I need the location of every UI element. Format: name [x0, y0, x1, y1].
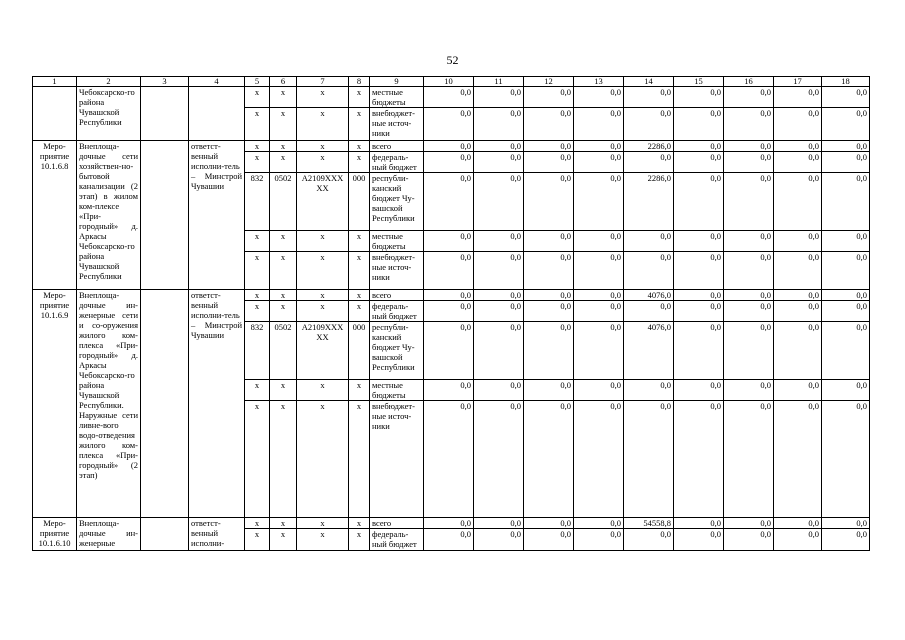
- amount-cell: 0,0: [724, 401, 774, 518]
- amount-cell: 0,0: [424, 152, 474, 173]
- executor: [189, 87, 245, 141]
- amount-cell: 0,0: [624, 108, 674, 141]
- column-number: 11: [474, 77, 524, 87]
- funding-source: всего: [370, 141, 424, 152]
- amount-cell: 0,0: [674, 252, 724, 290]
- amount-cell: 0,0: [774, 141, 822, 152]
- amount-cell: 0,0: [424, 141, 474, 152]
- amount-cell: 0,0: [574, 529, 624, 551]
- amount-cell: 0,0: [574, 401, 624, 518]
- amount-cell: 0,0: [822, 518, 870, 529]
- amount-cell: 0,0: [424, 87, 474, 108]
- budget-code-c8: x: [349, 301, 370, 322]
- amount-cell: 0,0: [474, 301, 524, 322]
- amount-cell: 0,0: [674, 141, 724, 152]
- amount-cell: 0,0: [774, 290, 822, 301]
- funding-source: федераль-ный бюджет: [370, 301, 424, 322]
- amount-cell: 0,0: [624, 152, 674, 173]
- amount-cell: 0,0: [474, 252, 524, 290]
- amount-cell: 0,0: [822, 290, 870, 301]
- budget-code-c8: 000: [349, 173, 370, 231]
- budget-code-c5: x: [245, 141, 270, 152]
- amount-cell: 0,0: [822, 173, 870, 231]
- amount-cell: 0,0: [822, 252, 870, 290]
- funding-source: внебюджет-ные источ-ники: [370, 108, 424, 141]
- amount-cell: 0,0: [574, 152, 624, 173]
- amount-cell: 0,0: [424, 518, 474, 529]
- amount-cell: 0,0: [624, 529, 674, 551]
- amount-cell: 0,0: [624, 301, 674, 322]
- amount-cell: 0,0: [774, 401, 822, 518]
- table-row: [33, 87, 870, 108]
- amount-cell: 0,0: [822, 141, 870, 152]
- funding-source: всего: [370, 518, 424, 529]
- budget-code-c5: x: [245, 529, 270, 551]
- budget-code-c8: x: [349, 518, 370, 529]
- funding-source: всего: [370, 290, 424, 301]
- column-number: 5: [245, 77, 270, 87]
- page-number: 52: [446, 53, 459, 67]
- budget-code-c5: x: [245, 380, 270, 401]
- amount-cell: 4076,0: [624, 290, 674, 301]
- budget-code-c8: x: [349, 152, 370, 173]
- amount-cell: 0,0: [474, 380, 524, 401]
- column-number: 6: [270, 77, 297, 87]
- event-name: Внеплоща-дочные ин-женерные сети и со-оружения жилого ком-плекса «При-городный» д. Аркасы Чебоксарско-го района Чувашской Республики. Наружные сети ливне-вого водо-отведения жилого ком-плекса «При-городный» (2 этап): [77, 290, 141, 518]
- amount-cell: 0,0: [474, 401, 524, 518]
- event-name: Внеплоща-дочные ин-женерные: [77, 518, 141, 551]
- funding-source: местные бюджеты: [370, 231, 424, 252]
- amount-cell: 0,0: [724, 322, 774, 380]
- amount-cell: 0,0: [822, 108, 870, 141]
- budget-code-c5: x: [245, 231, 270, 252]
- column-number: 13: [574, 77, 624, 87]
- funding-source: местные бюджеты: [370, 87, 424, 108]
- amount-cell: 0,0: [524, 252, 574, 290]
- amount-cell: 0,0: [524, 108, 574, 141]
- column-number-row: [33, 77, 870, 87]
- amount-cell: 0,0: [424, 252, 474, 290]
- event-code: Меро-приятие 10.1.6.10: [33, 518, 77, 551]
- amount-cell: 0,0: [574, 173, 624, 231]
- amount-cell: 0,0: [774, 380, 822, 401]
- amount-cell: 0,0: [674, 529, 724, 551]
- budget-code-c7: x: [297, 141, 349, 152]
- budget-code-c8: x: [349, 529, 370, 551]
- budget-code-c6: x: [270, 152, 297, 173]
- amount-cell: 0,0: [424, 231, 474, 252]
- amount-cell: 0,0: [424, 290, 474, 301]
- column-number: 1: [33, 77, 77, 87]
- amount-cell: 2286,0: [624, 173, 674, 231]
- empty-cell: [141, 141, 189, 290]
- amount-cell: 0,0: [674, 322, 724, 380]
- event-name: Чебоксарско-го района Чувашской Республики: [77, 87, 141, 141]
- funding-source: республи-канский бюджет Чу-вашской Республики: [370, 173, 424, 231]
- amount-cell: 0,0: [674, 152, 724, 173]
- budget-code-c5: x: [245, 401, 270, 518]
- amount-cell: 0,0: [674, 87, 724, 108]
- amount-cell: 0,0: [524, 290, 574, 301]
- amount-cell: 0,0: [424, 322, 474, 380]
- budget-code-c7: x: [297, 252, 349, 290]
- budget-table: [32, 76, 870, 551]
- amount-cell: 0,0: [474, 141, 524, 152]
- column-number: 8: [349, 77, 370, 87]
- budget-code-c6: x: [270, 108, 297, 141]
- budget-code-c8: 000: [349, 322, 370, 380]
- amount-cell: 0,0: [624, 380, 674, 401]
- amount-cell: 0,0: [674, 173, 724, 231]
- budget-code-c6: x: [270, 301, 297, 322]
- amount-cell: 4076,0: [624, 322, 674, 380]
- amount-cell: 0,0: [624, 231, 674, 252]
- budget-code-c5: x: [245, 87, 270, 108]
- budget-code-c6: x: [270, 290, 297, 301]
- amount-cell: 0,0: [724, 518, 774, 529]
- amount-cell: 0,0: [424, 173, 474, 231]
- budget-code-c7: x: [297, 108, 349, 141]
- amount-cell: 0,0: [724, 380, 774, 401]
- budget-code-c5: x: [245, 152, 270, 173]
- amount-cell: 0,0: [524, 173, 574, 231]
- amount-cell: 0,0: [774, 322, 822, 380]
- amount-cell: 0,0: [822, 401, 870, 518]
- table-row: [33, 141, 870, 152]
- amount-cell: 0,0: [574, 301, 624, 322]
- amount-cell: 0,0: [674, 301, 724, 322]
- budget-code-c5: x: [245, 301, 270, 322]
- amount-cell: 0,0: [774, 301, 822, 322]
- budget-code-c7: x: [297, 290, 349, 301]
- amount-cell: 0,0: [524, 87, 574, 108]
- column-number: 4: [189, 77, 245, 87]
- budget-code-c6: 0502: [270, 322, 297, 380]
- budget-code-c6: x: [270, 252, 297, 290]
- amount-cell: 0,0: [524, 401, 574, 518]
- amount-cell: 0,0: [424, 529, 474, 551]
- budget-code-c5: x: [245, 518, 270, 529]
- amount-cell: 0,0: [822, 380, 870, 401]
- table-row: [33, 518, 870, 529]
- budget-code-c7: A2109XXX XX: [297, 322, 349, 380]
- amount-cell: 0,0: [474, 529, 524, 551]
- budget-code-c6: x: [270, 518, 297, 529]
- empty-cell: [141, 518, 189, 551]
- budget-code-c7: x: [297, 87, 349, 108]
- amount-cell: 0,0: [724, 108, 774, 141]
- amount-cell: 0,0: [774, 529, 822, 551]
- amount-cell: 0,0: [574, 141, 624, 152]
- amount-cell: 0,0: [474, 231, 524, 252]
- amount-cell: 0,0: [674, 108, 724, 141]
- event-code: Меро-приятие 10.1.6.8: [33, 141, 77, 290]
- executor: ответст-венный исполни-тель – Минстрой Чувашии: [189, 141, 245, 290]
- amount-cell: 0,0: [474, 518, 524, 529]
- amount-cell: 0,0: [474, 290, 524, 301]
- funding-source: федераль-ный бюджет: [370, 152, 424, 173]
- empty-cell: [141, 87, 189, 141]
- budget-code-c6: 0502: [270, 173, 297, 231]
- budget-code-c8: x: [349, 87, 370, 108]
- budget-code-c5: x: [245, 252, 270, 290]
- amount-cell: 0,0: [822, 87, 870, 108]
- executor: ответст-венный исполни-: [189, 518, 245, 551]
- budget-code-c7: x: [297, 380, 349, 401]
- budget-code-c6: x: [270, 87, 297, 108]
- column-number: 7: [297, 77, 349, 87]
- budget-code-c6: x: [270, 380, 297, 401]
- budget-code-c6: x: [270, 141, 297, 152]
- amount-cell: 0,0: [724, 141, 774, 152]
- amount-cell: 0,0: [674, 231, 724, 252]
- event-code: Меро-приятие 10.1.6.9: [33, 290, 77, 518]
- event-name: Внеплоща-дочные сети хозяйствен-но-бытовой канализации (2 этап) в жилом ком-плексе «При-городный» д. Аркасы Чебоксарско-го района Чувашской Республики: [77, 141, 141, 290]
- amount-cell: 0,0: [424, 401, 474, 518]
- amount-cell: 0,0: [524, 152, 574, 173]
- column-number: 2: [77, 77, 141, 87]
- budget-code-c8: x: [349, 231, 370, 252]
- amount-cell: 0,0: [774, 173, 822, 231]
- amount-cell: 0,0: [574, 87, 624, 108]
- amount-cell: 0,0: [624, 87, 674, 108]
- funding-source: внебюджет-ные источ-ники: [370, 401, 424, 518]
- amount-cell: 0,0: [524, 301, 574, 322]
- column-number: 18: [822, 77, 870, 87]
- budget-code-c6: x: [270, 231, 297, 252]
- amount-cell: 2286,0: [624, 141, 674, 152]
- column-number: 17: [774, 77, 822, 87]
- column-number: 10: [424, 77, 474, 87]
- amount-cell: 0,0: [822, 231, 870, 252]
- amount-cell: 0,0: [574, 231, 624, 252]
- budget-code-c8: x: [349, 290, 370, 301]
- amount-cell: 0,0: [474, 152, 524, 173]
- column-number: 15: [674, 77, 724, 87]
- budget-code-c7: x: [297, 518, 349, 529]
- amount-cell: 0,0: [524, 231, 574, 252]
- amount-cell: 54558,8: [624, 518, 674, 529]
- table-row: [33, 290, 870, 301]
- budget-code-c7: A2109XXX XX: [297, 173, 349, 231]
- budget-code-c7: x: [297, 231, 349, 252]
- budget-code-c8: x: [349, 380, 370, 401]
- budget-code-c5: x: [245, 108, 270, 141]
- amount-cell: 0,0: [574, 518, 624, 529]
- amount-cell: 0,0: [822, 322, 870, 380]
- funding-source: федераль-ный бюджет: [370, 529, 424, 551]
- column-number: 14: [624, 77, 674, 87]
- amount-cell: 0,0: [574, 252, 624, 290]
- amount-cell: 0,0: [574, 322, 624, 380]
- amount-cell: 0,0: [822, 301, 870, 322]
- amount-cell: 0,0: [724, 231, 774, 252]
- budget-code-c8: x: [349, 401, 370, 518]
- amount-cell: 0,0: [574, 108, 624, 141]
- amount-cell: 0,0: [724, 290, 774, 301]
- column-number: 12: [524, 77, 574, 87]
- amount-cell: 0,0: [624, 401, 674, 518]
- budget-code-c7: x: [297, 529, 349, 551]
- event-code: [33, 87, 77, 141]
- amount-cell: 0,0: [724, 301, 774, 322]
- budget-code-c6: x: [270, 401, 297, 518]
- funding-source: местные бюджеты: [370, 380, 424, 401]
- amount-cell: 0,0: [724, 152, 774, 173]
- amount-cell: 0,0: [524, 380, 574, 401]
- amount-cell: 0,0: [524, 322, 574, 380]
- amount-cell: 0,0: [724, 173, 774, 231]
- executor: ответст-венный исполни-тель – Минстрой Чувашии: [189, 290, 245, 518]
- amount-cell: 0,0: [774, 518, 822, 529]
- amount-cell: 0,0: [674, 380, 724, 401]
- amount-cell: 0,0: [524, 141, 574, 152]
- amount-cell: 0,0: [574, 290, 624, 301]
- column-number: 3: [141, 77, 189, 87]
- funding-source: внебюджет-ные источ-ники: [370, 252, 424, 290]
- amount-cell: 0,0: [424, 380, 474, 401]
- budget-code-c8: x: [349, 252, 370, 290]
- budget-code-c6: x: [270, 529, 297, 551]
- budget-code-c5: 832: [245, 173, 270, 231]
- budget-code-c7: x: [297, 152, 349, 173]
- budget-code-c7: x: [297, 301, 349, 322]
- budget-code-c5: x: [245, 290, 270, 301]
- amount-cell: 0,0: [624, 252, 674, 290]
- amount-cell: 0,0: [424, 301, 474, 322]
- empty-cell: [141, 290, 189, 518]
- amount-cell: 0,0: [774, 231, 822, 252]
- amount-cell: 0,0: [724, 87, 774, 108]
- amount-cell: 0,0: [474, 173, 524, 231]
- column-number: 16: [724, 77, 774, 87]
- budget-code-c8: x: [349, 141, 370, 152]
- amount-cell: 0,0: [774, 108, 822, 141]
- amount-cell: 0,0: [674, 290, 724, 301]
- amount-cell: 0,0: [674, 401, 724, 518]
- amount-cell: 0,0: [724, 252, 774, 290]
- amount-cell: 0,0: [822, 152, 870, 173]
- amount-cell: 0,0: [724, 529, 774, 551]
- amount-cell: 0,0: [674, 518, 724, 529]
- amount-cell: 0,0: [474, 322, 524, 380]
- amount-cell: 0,0: [474, 87, 524, 108]
- amount-cell: 0,0: [774, 87, 822, 108]
- funding-source: республи-канский бюджет Чу-вашской Республики: [370, 322, 424, 380]
- amount-cell: 0,0: [822, 529, 870, 551]
- column-number: 9: [370, 77, 424, 87]
- amount-cell: 0,0: [774, 152, 822, 173]
- budget-code-c7: x: [297, 401, 349, 518]
- amount-cell: 0,0: [524, 529, 574, 551]
- budget-code-c5: 832: [245, 322, 270, 380]
- amount-cell: 0,0: [524, 518, 574, 529]
- amount-cell: 0,0: [424, 108, 474, 141]
- amount-cell: 0,0: [774, 252, 822, 290]
- amount-cell: 0,0: [574, 380, 624, 401]
- amount-cell: 0,0: [474, 108, 524, 141]
- budget-code-c8: x: [349, 108, 370, 141]
